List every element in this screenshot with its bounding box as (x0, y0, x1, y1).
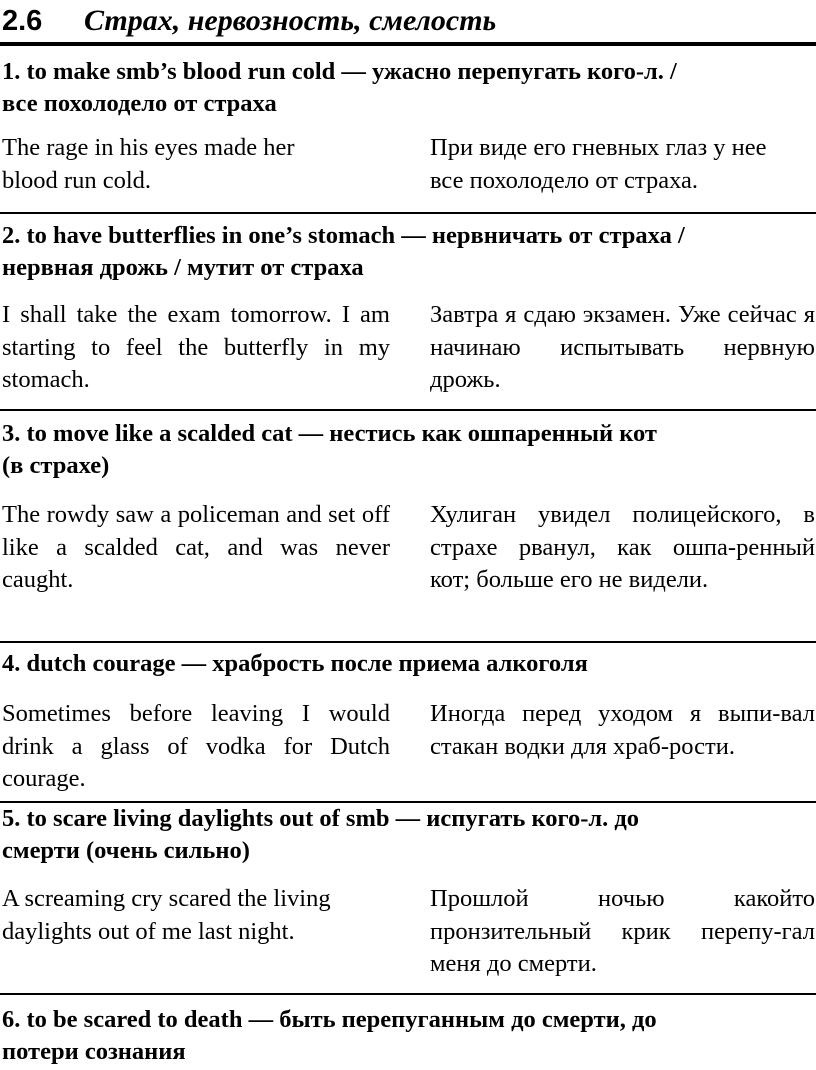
idiom-heading-line: нервная дрожь / мутит от страха (2, 254, 364, 281)
russian-translation: Прошлой ночью какойто пронзительный крик перепу-гал меня до смерти. (430, 885, 815, 977)
idiom-heading (2, 1004, 814, 1068)
idiom-heading (2, 220, 814, 284)
section-title: Страх, нервозность, смелость (84, 4, 497, 37)
english-example: The rage in his eyes made her blood run cold. (2, 134, 295, 194)
idiom-entry (0, 418, 816, 638)
idiom-entry (0, 220, 816, 400)
russian-translation: Завтра я сдаю экзамен. Уже сейчас я начинаю испытывать нервную дрожь. (430, 301, 815, 393)
idiom-heading (2, 56, 814, 120)
idiom-heading-line: потери сознания (2, 1038, 186, 1065)
section-number: 2.6 (2, 5, 43, 37)
idiom-heading-line: смерти (очень сильно) (2, 837, 250, 864)
idiom-entry (0, 803, 816, 983)
idiom-heading-line: 4. dutch courage — храбрость после приема алкоголя (2, 650, 588, 677)
english-example: I shall take the exam tomorrow. I am starting to feel the butterfly in my stomach. (2, 301, 390, 393)
idiom-heading-line: 2. to have butterflies in one’s stomach — нервничать от страха / (2, 222, 685, 249)
idiom-heading-line: 5. to scare living daylights out of smb — испугать кого-л. до (2, 805, 640, 832)
idiom-heading (2, 803, 814, 867)
idiom-entry (0, 1004, 816, 1070)
idiom-heading-line: 1. to make smb’s blood run cold — ужасно перепугать кого-л. / (2, 58, 677, 85)
idiom-heading (2, 418, 814, 482)
english-example: A screaming cry scared the living daylights out of me last night. (2, 885, 331, 945)
entry-divider (0, 993, 816, 995)
russian-translation: Хулиган увидел полицейского, в страхе рванул, как ошпа-ренный кот; больше его не видели. (430, 501, 815, 593)
idiom-heading-line: все похолодело от страха (2, 90, 277, 117)
idiom-heading-line: (в страхе) (2, 452, 110, 479)
english-example: Sometimes before leaving I would drink a glass of vodka for Dutch courage. (2, 700, 390, 792)
idiom-heading (2, 648, 814, 680)
idiom-entry (0, 56, 816, 206)
russian-translation: Иногда перед уходом я выпи-вал стакан водки для храб-рости. (430, 700, 815, 760)
english-example: The rowdy saw a policeman and set off like a scalded cat, and was never caught. (2, 501, 390, 593)
russian-translation: При виде его гневных глаз у нее все похолодело от страха. (430, 134, 767, 194)
idiom-entry (0, 648, 816, 798)
entry-divider (0, 409, 816, 411)
idiom-heading-line: 6. to be scared to death — быть перепуганным до смерти, до (2, 1006, 657, 1033)
header-divider (0, 42, 816, 46)
entry-divider (0, 212, 816, 214)
section-header (0, 0, 816, 46)
entry-divider (0, 641, 816, 643)
idiom-heading-line: 3. to move like a scalded cat — нестись как ошпаренный кот (2, 420, 657, 447)
